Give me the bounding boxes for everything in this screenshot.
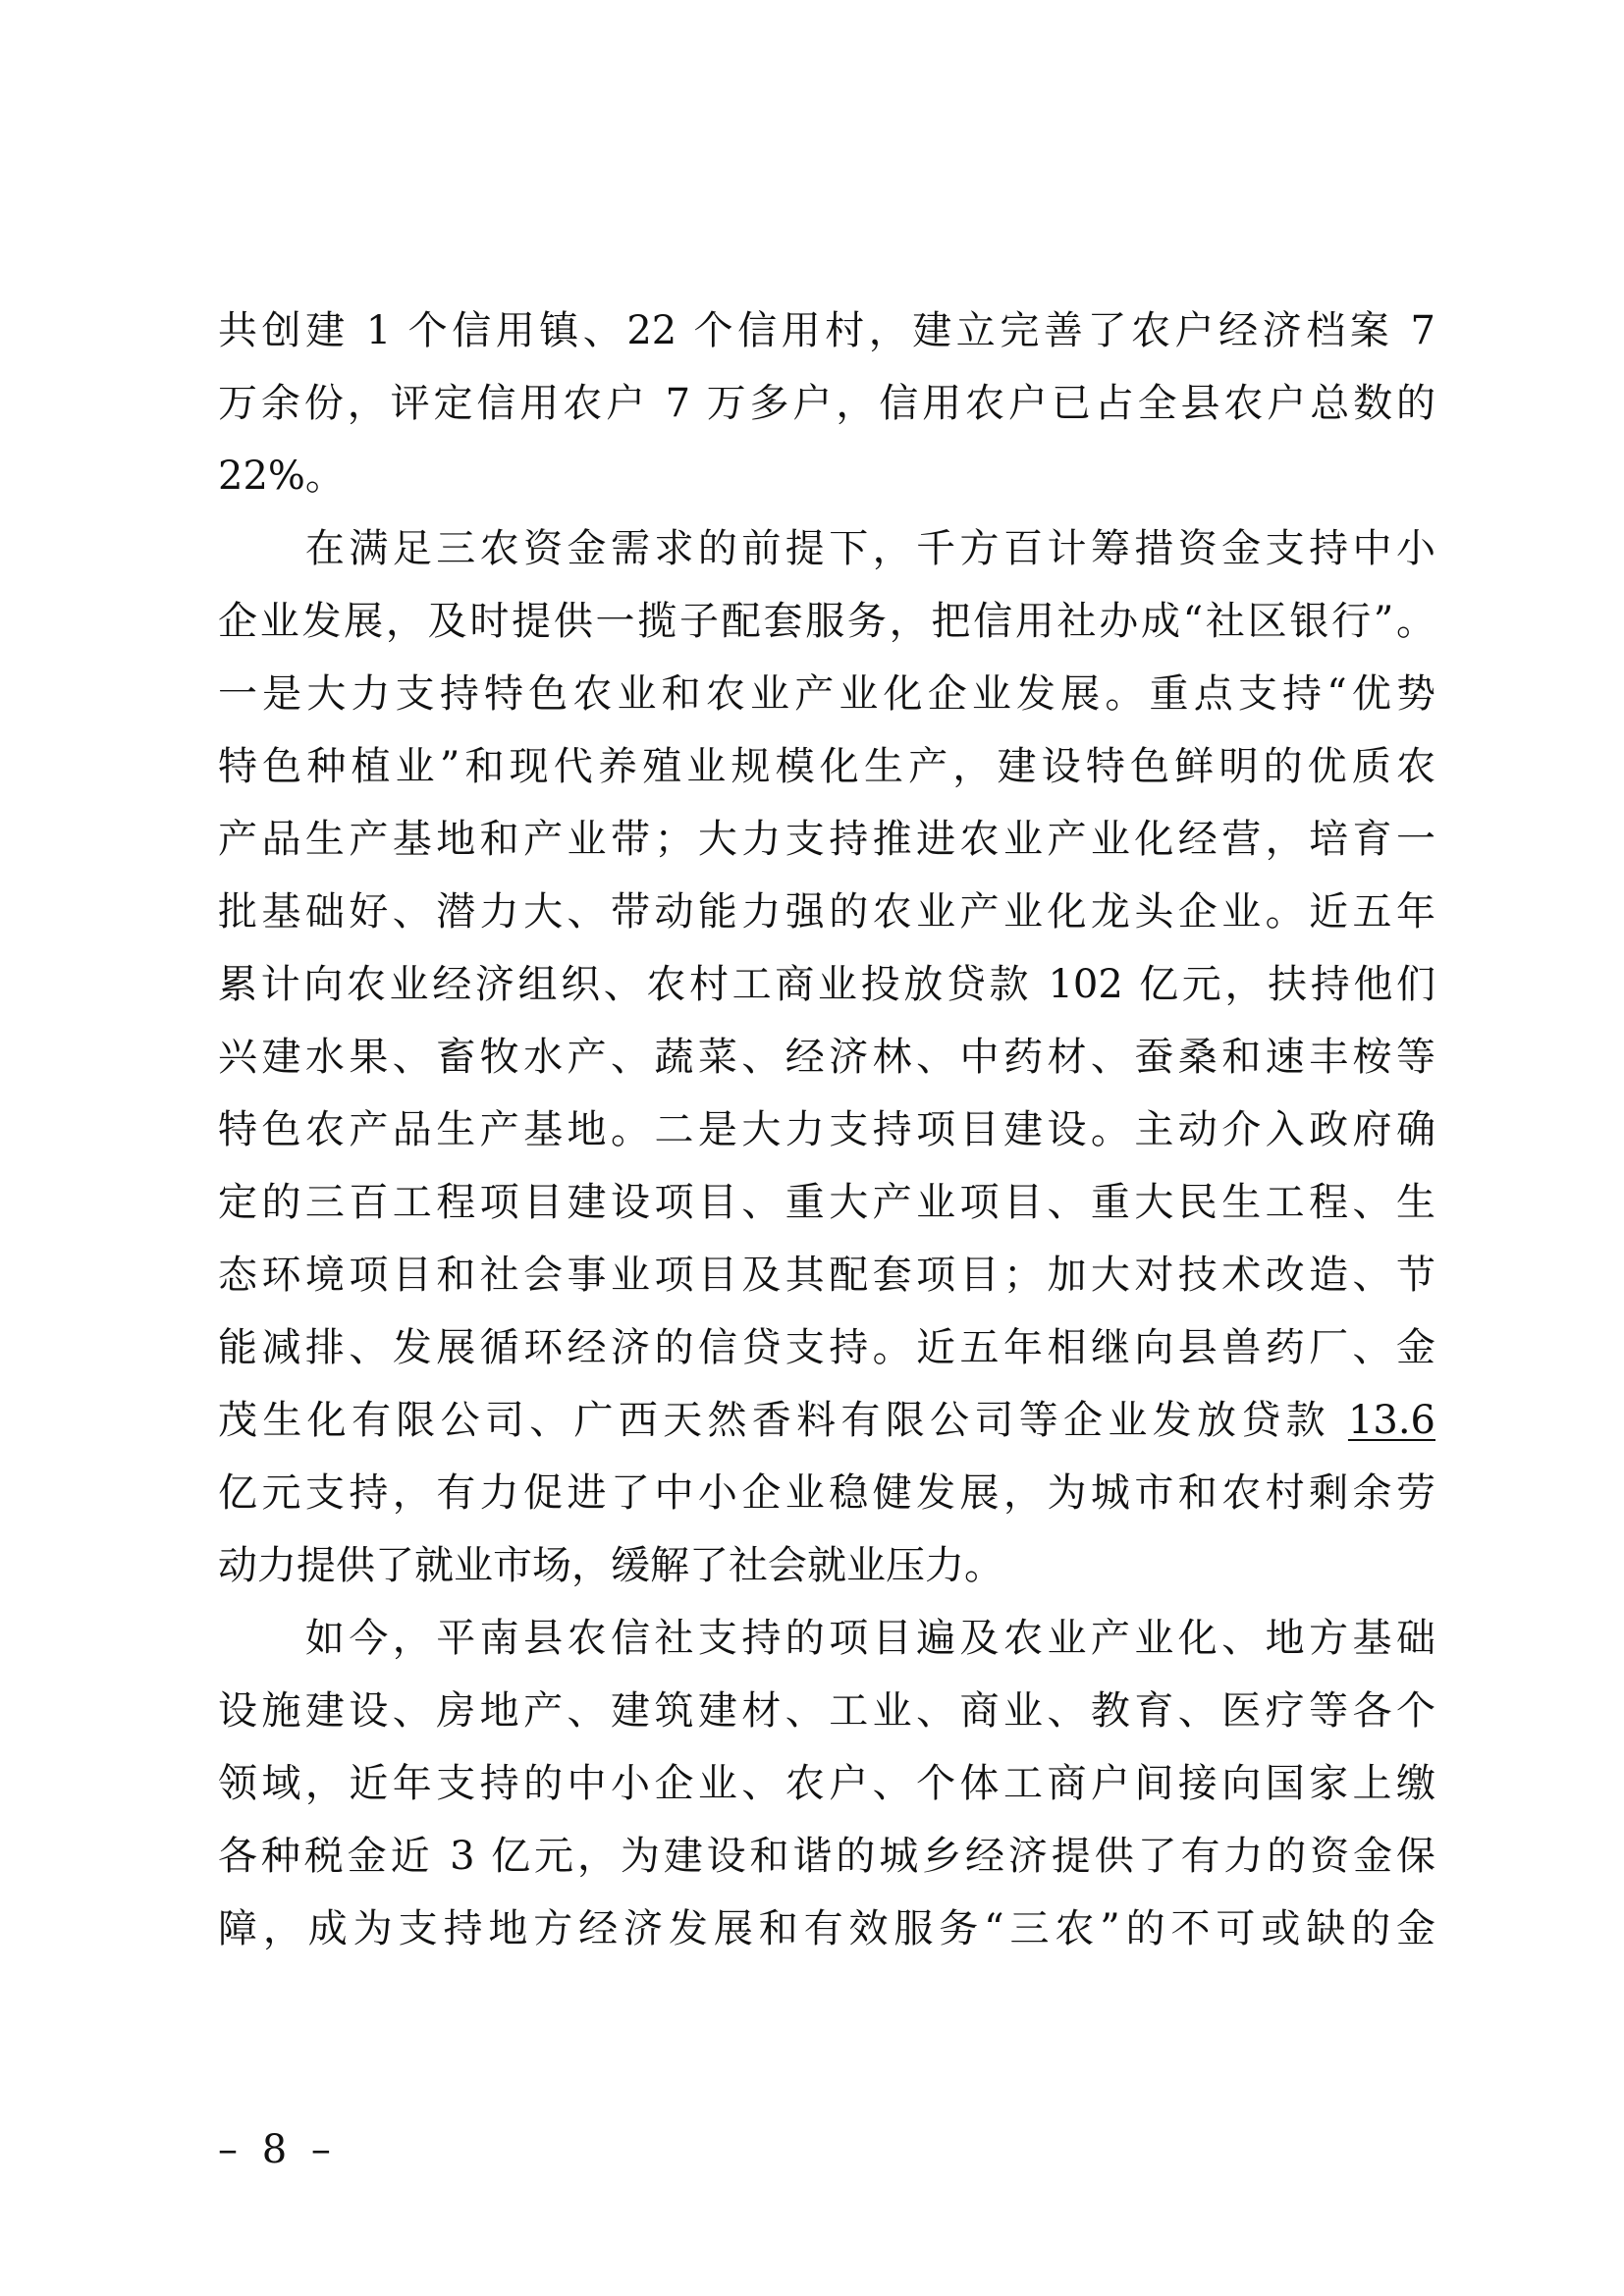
text-line [218,585,1435,658]
text-line [218,1820,1435,1893]
text-segment: 产品生产基地和产业带；大力支持推进农业产业化经营，培育一 [218,817,1435,862]
text-segment: 万余份，评定信用农户 7 万多户，信用农户已占全县农户总数的 [218,381,1435,426]
text-segment: 22%。 [218,454,345,499]
page-number: – 8 – [218,2127,337,2172]
text-line [218,948,1435,1021]
text-line [218,1021,1435,1094]
text-segment: 定的三百工程项目建设项目、重大产业项目、重大民生工程、生 [218,1180,1435,1225]
text-line [218,876,1435,948]
text-line [218,1457,1435,1529]
text-segment: 在满足三农资金需求的前提下，千方百计筹措资金支持中小 [218,526,1435,571]
text-segment: 动力提供了就业市场，缓解了社会就业压力。 [218,1543,1003,1588]
body-text [218,294,1435,1965]
text-segment: 亿元支持，有力促进了中小企业稳健发展，为城市和农村剩余劳 [218,1470,1435,1516]
underlined-amount: 13.6 [1347,1398,1435,1443]
text-segment: 茂生化有限公司、广西天然香料有限公司等企业发放贷款 [218,1398,1348,1443]
text-segment: 设施建设、房地产、建筑建材、工业、商业、教育、医疗等各个 [218,1688,1435,1734]
text-line [218,1602,1435,1675]
text-line [218,658,1435,730]
text-segment: 批基础好、潜力大、带动能力强的农业产业化龙头企业。近五年 [218,889,1435,934]
text-segment: 共创建 1 个信用镇、22 个信用村，建立完善了农户经济档案 7 [218,308,1435,353]
text-segment: 累计向农业经济组织、农村工商业投放贷款 102 亿元，扶持他们 [218,962,1435,1007]
text-segment: 如今，平南县农信社支持的项目遍及农业产业化、地方基础 [218,1616,1435,1661]
text-line [218,1311,1435,1384]
text-line [218,1094,1435,1166]
text-segment: 领域，近年支持的中小企业、农户、个体工商户间接向国家上缴 [218,1761,1435,1806]
text-line [218,803,1435,876]
text-segment: 能减排、发展循环经济的信贷支持。近五年相继向县兽药厂、金 [218,1325,1435,1370]
text-segment: 特色种植业”和现代养殖业规模化生产，建设特色鲜明的优质农 [218,744,1435,789]
text-segment: 态环境项目和社会事业项目及其配套项目；加大对技术改造、节 [218,1253,1435,1298]
text-segment: 各种税金近 3 亿元，为建设和谐的城乡经济提供了有力的资金保 [218,1834,1435,1879]
text-line [218,294,1435,367]
text-line [218,1166,1435,1239]
text-segment: 兴建水果、畜牧水产、蔬菜、经济林、中药材、蚕桑和速丰桉等 [218,1035,1435,1080]
text-line [218,1747,1435,1820]
text-line [218,512,1435,585]
text-line [218,440,1435,512]
text-line [218,1893,1435,1965]
text-segment: 障，成为支持地方经济发展和有效服务“三农”的不可或缺的金 [218,1906,1435,1951]
text-line [218,1675,1435,1747]
text-line [218,730,1435,803]
text-line [218,1529,1435,1602]
text-segment: 一是大力支持特色农业和农业产业化企业发展。重点支持“优势 [218,671,1435,717]
text-line [218,1384,1435,1457]
text-line [218,367,1435,440]
text-segment: 企业发展，及时提供一揽子配套服务，把信用社办成“社区银行”。 [218,599,1435,644]
text-line [218,1239,1435,1311]
text-segment: 特色农产品生产基地。二是大力支持项目建设。主动介入政府确 [218,1107,1435,1152]
